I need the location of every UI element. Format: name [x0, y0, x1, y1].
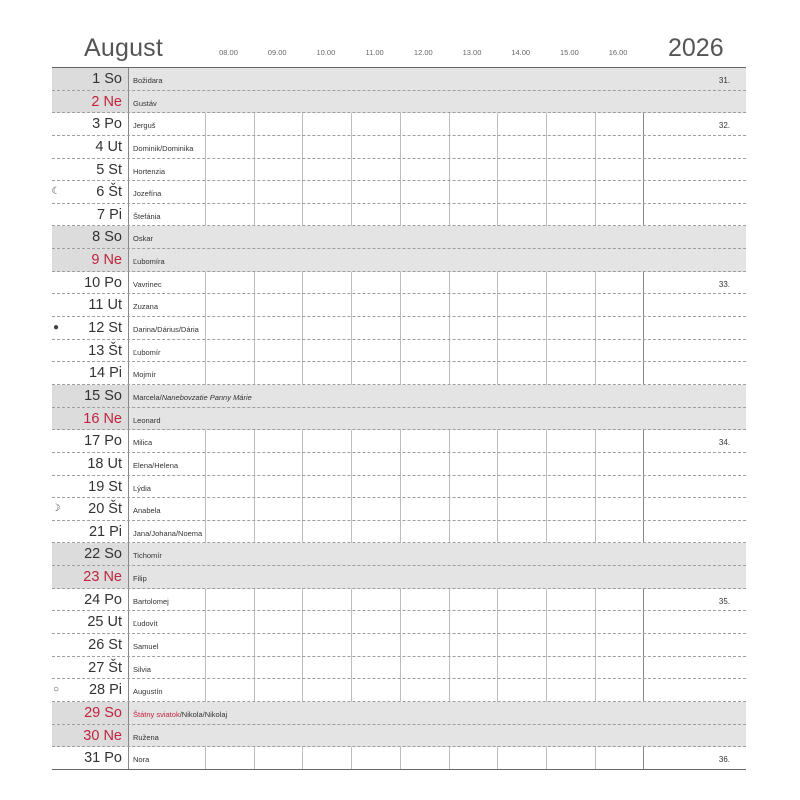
- day-grid: [52, 68, 746, 770]
- day-label: 14 Pi: [88, 365, 122, 382]
- name-day: [133, 416, 161, 425]
- date-cell: [52, 679, 129, 701]
- day-label: 20 Št: [88, 501, 122, 518]
- day-label: 15 So: [84, 387, 122, 404]
- date-cell: [52, 91, 129, 113]
- name-day: [133, 574, 147, 583]
- name-day: [133, 529, 202, 538]
- day-row[interactable]: [52, 679, 746, 702]
- day-label: 9 Ne: [91, 252, 122, 269]
- new-moon-icon: ●: [52, 322, 60, 334]
- day-row[interactable]: [52, 294, 746, 317]
- name-day-text: Jana/Johana/Noema: [133, 528, 203, 538]
- date-cell: [52, 747, 129, 769]
- name-day-text: Darina/Dárius/Dária: [133, 325, 199, 335]
- day-label: 13 Št: [88, 342, 122, 359]
- day-label: 11 Ut: [88, 297, 122, 314]
- hour-label: 09.00: [267, 48, 287, 57]
- name-day-text: Milica: [133, 438, 153, 448]
- day-row[interactable]: [52, 521, 746, 544]
- holiday-name: Nanebovzatie Panny Márie: [161, 392, 252, 402]
- week-number: 33.: [718, 279, 730, 289]
- name-day: [133, 551, 162, 560]
- name-day-text: Marcela/: [133, 392, 162, 402]
- hour-label: 16.00: [608, 48, 628, 57]
- name-day-text: Augustín: [133, 687, 163, 697]
- name-day-text: Ľubomíra: [133, 257, 165, 267]
- name-day: [133, 189, 161, 198]
- name-day: [133, 257, 165, 266]
- hour-label: 15.00: [560, 48, 579, 57]
- day-row[interactable]: [52, 181, 746, 204]
- day-row[interactable]: [52, 385, 746, 408]
- day-row[interactable]: [52, 91, 746, 114]
- date-cell: [52, 566, 129, 588]
- day-label: 7 Pi: [97, 206, 122, 223]
- day-row[interactable]: [52, 566, 746, 589]
- day-row[interactable]: [52, 68, 746, 91]
- day-label: 24 Po: [84, 591, 122, 608]
- day-label: 12 St: [88, 320, 122, 337]
- day-label: 21 Pi: [88, 523, 122, 540]
- name-day-text: Hortenzia: [133, 166, 166, 176]
- date-cell: [52, 181, 129, 203]
- hour-label: 12.00: [413, 48, 433, 57]
- day-row[interactable]: [52, 589, 746, 612]
- name-day: [133, 325, 199, 334]
- date-cell: [52, 272, 129, 294]
- name-day-text: Elena/Helena: [133, 460, 179, 470]
- date-cell: [52, 521, 129, 543]
- name-day-text: Ružena: [133, 732, 159, 742]
- full-moon-icon: ○: [52, 684, 60, 696]
- day-row[interactable]: [52, 136, 746, 159]
- name-day: [133, 484, 151, 493]
- hour-label: 08.00: [219, 48, 238, 57]
- date-cell: [52, 702, 129, 724]
- name-day: [133, 461, 178, 470]
- week-number: 31.: [718, 76, 730, 85]
- name-day-text: Gustáv: [133, 98, 157, 108]
- name-day: [133, 733, 159, 742]
- day-row[interactable]: [52, 317, 746, 340]
- day-row[interactable]: [52, 204, 746, 227]
- day-label: 18 Ut: [87, 455, 122, 472]
- day-label: 10 Po: [84, 274, 122, 291]
- name-day-text: Dominik/Dominika: [133, 143, 194, 153]
- date-cell: [52, 385, 129, 407]
- name-day-text: Mojmír: [133, 370, 156, 380]
- day-label: 4 Ut: [95, 138, 122, 155]
- date-cell: [52, 362, 129, 384]
- day-row[interactable]: [52, 657, 746, 680]
- name-day: [133, 348, 161, 357]
- day-row[interactable]: [52, 340, 746, 363]
- day-label: 1 So: [92, 71, 122, 87]
- name-day: [133, 597, 169, 606]
- name-day-text: Zuzana: [133, 302, 159, 312]
- name-day-text: Bartolomej: [133, 596, 169, 606]
- day-row[interactable]: [52, 611, 746, 634]
- name-day: [133, 76, 163, 85]
- date-cell: [52, 294, 129, 316]
- day-label: 19 St: [88, 478, 122, 495]
- day-label: 26 St: [88, 637, 122, 654]
- bottom-rule: [52, 769, 746, 770]
- day-label: 23 Ne: [83, 569, 122, 586]
- name-day-text: Filip: [133, 574, 147, 584]
- name-day: [133, 144, 193, 153]
- day-label: 31 Po: [84, 750, 122, 767]
- week-number: 34.: [718, 438, 730, 448]
- last-quarter-moon-icon: ☾: [51, 186, 61, 198]
- week-number: 32.: [718, 121, 730, 131]
- date-cell: [52, 249, 129, 271]
- date-cell: [52, 68, 129, 90]
- name-day-text: Silvia: [133, 664, 151, 674]
- date-cell: [52, 317, 129, 339]
- name-day: [133, 121, 156, 130]
- day-label: 3 Po: [92, 116, 122, 133]
- day-label: 22 So: [84, 546, 122, 563]
- day-label: 17 Po: [84, 433, 122, 450]
- name-day: [133, 370, 156, 379]
- name-day: [133, 687, 163, 696]
- day-label: 2 Ne: [91, 93, 122, 110]
- day-row[interactable]: [52, 702, 746, 725]
- name-day: [133, 302, 158, 311]
- day-row[interactable]: [52, 498, 746, 521]
- day-row[interactable]: [52, 408, 746, 431]
- date-cell: [52, 589, 129, 611]
- name-day: [133, 710, 227, 719]
- day-row[interactable]: [52, 453, 746, 476]
- name-day: [133, 99, 157, 108]
- name-day-text: Vavrinec: [133, 279, 162, 289]
- date-cell: [52, 136, 129, 158]
- day-row[interactable]: [52, 747, 746, 770]
- day-row[interactable]: [52, 113, 746, 136]
- day-label: 5 St: [96, 161, 122, 178]
- name-day: [133, 619, 158, 628]
- first-quarter-moon-icon: ☽: [51, 503, 61, 515]
- date-cell: [52, 543, 129, 565]
- day-label: 6 Št: [96, 184, 122, 201]
- date-cell: [52, 113, 129, 135]
- name-day: [133, 212, 161, 221]
- name-day-text: Ľudovít: [133, 619, 158, 629]
- day-label: 30 Ne: [83, 727, 122, 744]
- week-number: 36.: [718, 755, 730, 765]
- name-day: [133, 755, 149, 764]
- hour-label: 13.00: [462, 48, 482, 57]
- hour-label: 10.00: [316, 48, 336, 57]
- day-row[interactable]: [52, 159, 746, 182]
- name-day-text: Štefánia: [133, 211, 161, 221]
- name-day-text: Tichomír: [133, 551, 162, 561]
- date-cell: [52, 453, 129, 475]
- date-cell: [52, 430, 129, 452]
- day-row[interactable]: [52, 476, 746, 499]
- day-row[interactable]: [52, 249, 746, 272]
- date-cell: [52, 340, 129, 362]
- date-cell: [52, 476, 129, 498]
- week-number: 35.: [718, 596, 730, 606]
- date-cell: [52, 159, 129, 181]
- name-day-text: Nora: [133, 755, 150, 765]
- name-day: [133, 167, 165, 176]
- date-cell: [52, 226, 129, 248]
- day-label: 29 So: [84, 704, 122, 721]
- name-day: [133, 506, 161, 515]
- day-row[interactable]: [52, 430, 746, 453]
- day-label: 16 Ne: [83, 410, 122, 427]
- day-label: 27 Št: [88, 659, 122, 676]
- hour-label: 11.00: [365, 48, 384, 57]
- name-day-text: Anabela: [133, 506, 161, 516]
- day-label: 28 Pi: [88, 682, 122, 699]
- name-day-text: /Nikola/Nikolaj: [179, 709, 228, 719]
- date-cell: [52, 611, 129, 633]
- date-cell: [52, 408, 129, 430]
- name-day-text: Ľubomír: [133, 347, 161, 357]
- name-day-text: Jerguš: [133, 121, 156, 131]
- day-row[interactable]: [52, 725, 746, 748]
- date-cell: [52, 725, 129, 747]
- date-cell: [52, 657, 129, 679]
- date-cell: [52, 204, 129, 226]
- day-row[interactable]: [52, 272, 746, 295]
- day-row[interactable]: [52, 362, 746, 385]
- name-day: [133, 438, 152, 447]
- day-label: 25 Ut: [87, 614, 122, 631]
- name-day-text: Samuel: [133, 642, 159, 652]
- name-day-text: Oskar: [133, 234, 154, 244]
- name-day: [133, 234, 153, 243]
- calendar-header: [0, 0, 800, 68]
- name-day: [133, 665, 151, 674]
- name-day-text: Jozefína: [133, 189, 162, 199]
- day-row[interactable]: [52, 543, 746, 566]
- name-day: [133, 280, 162, 289]
- name-day: [133, 393, 252, 402]
- name-day: [133, 642, 158, 651]
- name-day-text: Leonard: [133, 415, 161, 425]
- date-cell: [52, 498, 129, 520]
- day-label: 8 So: [92, 229, 122, 246]
- day-row[interactable]: [52, 226, 746, 249]
- hour-label: 14.00: [511, 48, 531, 57]
- holiday-label: Štátny sviatok: [133, 709, 180, 719]
- name-day-text: Lýdia: [133, 483, 151, 493]
- year-title: 2026: [668, 34, 724, 62]
- month-title: August: [84, 34, 164, 62]
- day-row[interactable]: [52, 634, 746, 657]
- name-day-text: Božidara: [133, 76, 163, 85]
- date-cell: [52, 634, 129, 656]
